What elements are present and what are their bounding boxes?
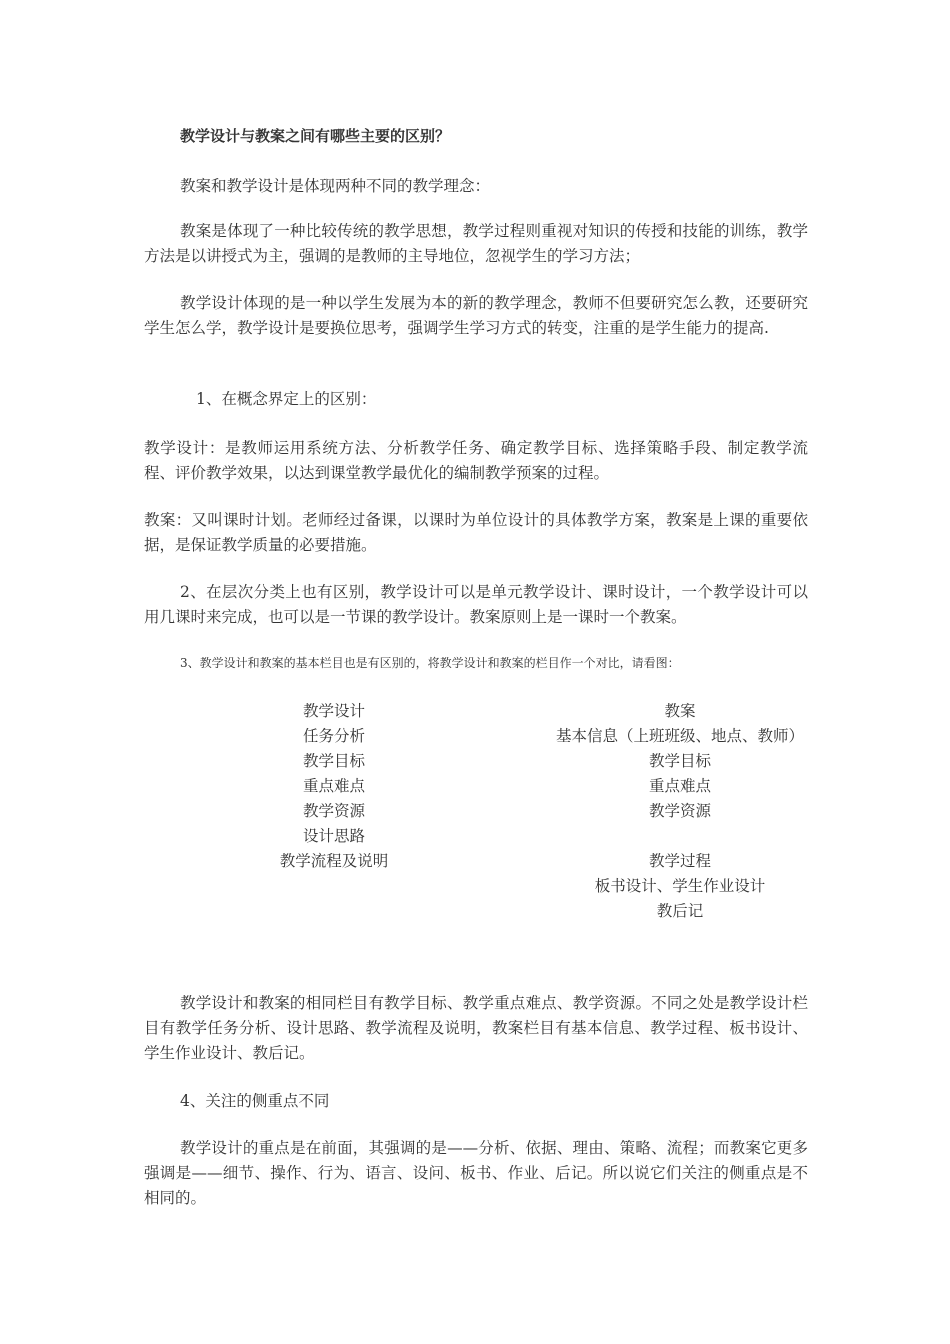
section-2-paragraph: 2、在层次分类上也有区别，教学设计可以是单元教学设计、课时设计，一个教学设计可以用几课时来完成，也可以是一节课的教学设计。教案原则上是一课时一个教案。: [144, 583, 808, 626]
compare-item: 教学设计: [302, 702, 365, 720]
compare-item: 设计思路: [302, 827, 365, 845]
compare-item: 教案: [664, 702, 696, 720]
definition-jiaoan: 教案：又叫课时计划。老师经过备课，以课时为单位设计的具体教学方案，教案是上课的重要依据，是保证教学质量的必要措施。: [144, 511, 808, 554]
compare-column-sheji: [234, 699, 434, 874]
compare-item: 教学资源: [302, 802, 365, 820]
compare-item: 教学过程: [648, 852, 711, 870]
compare-item: 教学目标: [648, 752, 711, 770]
compare-item: 任务分析: [302, 727, 365, 745]
compare-item: 重点难点: [648, 777, 711, 795]
section-4-heading: 4、关注的侧重点不同: [180, 1092, 330, 1110]
section-1-heading: 1、在概念界定上的区别：: [196, 390, 377, 408]
compare-item: 教后记: [656, 902, 704, 920]
summary-paragraph: 教学设计和教案的相同栏目有教学目标、教学重点难点、教学资源。不同之处是教学设计栏目有教学任务分析、设计思路、教学流程及说明，教案栏目有基本信息、教学过程、板书设计、学生作业设计、教后记。: [144, 994, 808, 1062]
compare-item: 基本信息（上班班级、地点、教师）: [555, 727, 804, 745]
compare-item: 教学资源: [648, 802, 711, 820]
compare-item: 教学目标: [302, 752, 365, 770]
definition-sheji: 教学设计：是教师运用系统方法、分析教学任务、确定教学目标、选择策略手段、制定教学流程、评价教学效果，以达到课堂教学最优化的编制教学预案的过程。: [144, 439, 808, 482]
sheji-paragraph: 教学设计体现的是一种以学生发展为本的新的教学理念，教师不但要研究怎么教，还要研究学生怎么学，教学设计是要换位思考，强调学生学习方式的转变，注重的是学生能力的提高.: [144, 294, 808, 337]
focus-paragraph: 教学设计的重点是在前面，其强调的是——分析、依据、理由、策略、流程；而教案它更多强调是——细节、操作、行为、语言、设问、板书、作业、后记。所以说它们关注的侧重点是不相同的。: [144, 1139, 808, 1207]
compare-column-jiaoan: [530, 699, 830, 924]
compare-item: 板书设计、学生作业设计: [594, 877, 766, 895]
compare-item: 重点难点: [302, 777, 365, 795]
section-3-heading: 3、教学设计和教案的基本栏目也是有区别的，将教学设计和教案的栏目作一个对比，请看图：: [180, 656, 680, 670]
compare-item: 教学流程及说明: [279, 852, 389, 870]
intro-paragraph: 教案和教学设计是体现两种不同的教学理念：: [180, 177, 491, 195]
jiaoan-paragraph: 教案是体现了一种比较传统的教学思想，教学过程则重视对知识的传授和技能的训练，教学方法是以讲授式为主，强调的是教师的主导地位，忽视学生的学习方法；: [144, 222, 808, 265]
page-title: 教学设计与教案之间有哪些主要的区别？: [180, 127, 451, 145]
compare-item: [530, 824, 830, 849]
